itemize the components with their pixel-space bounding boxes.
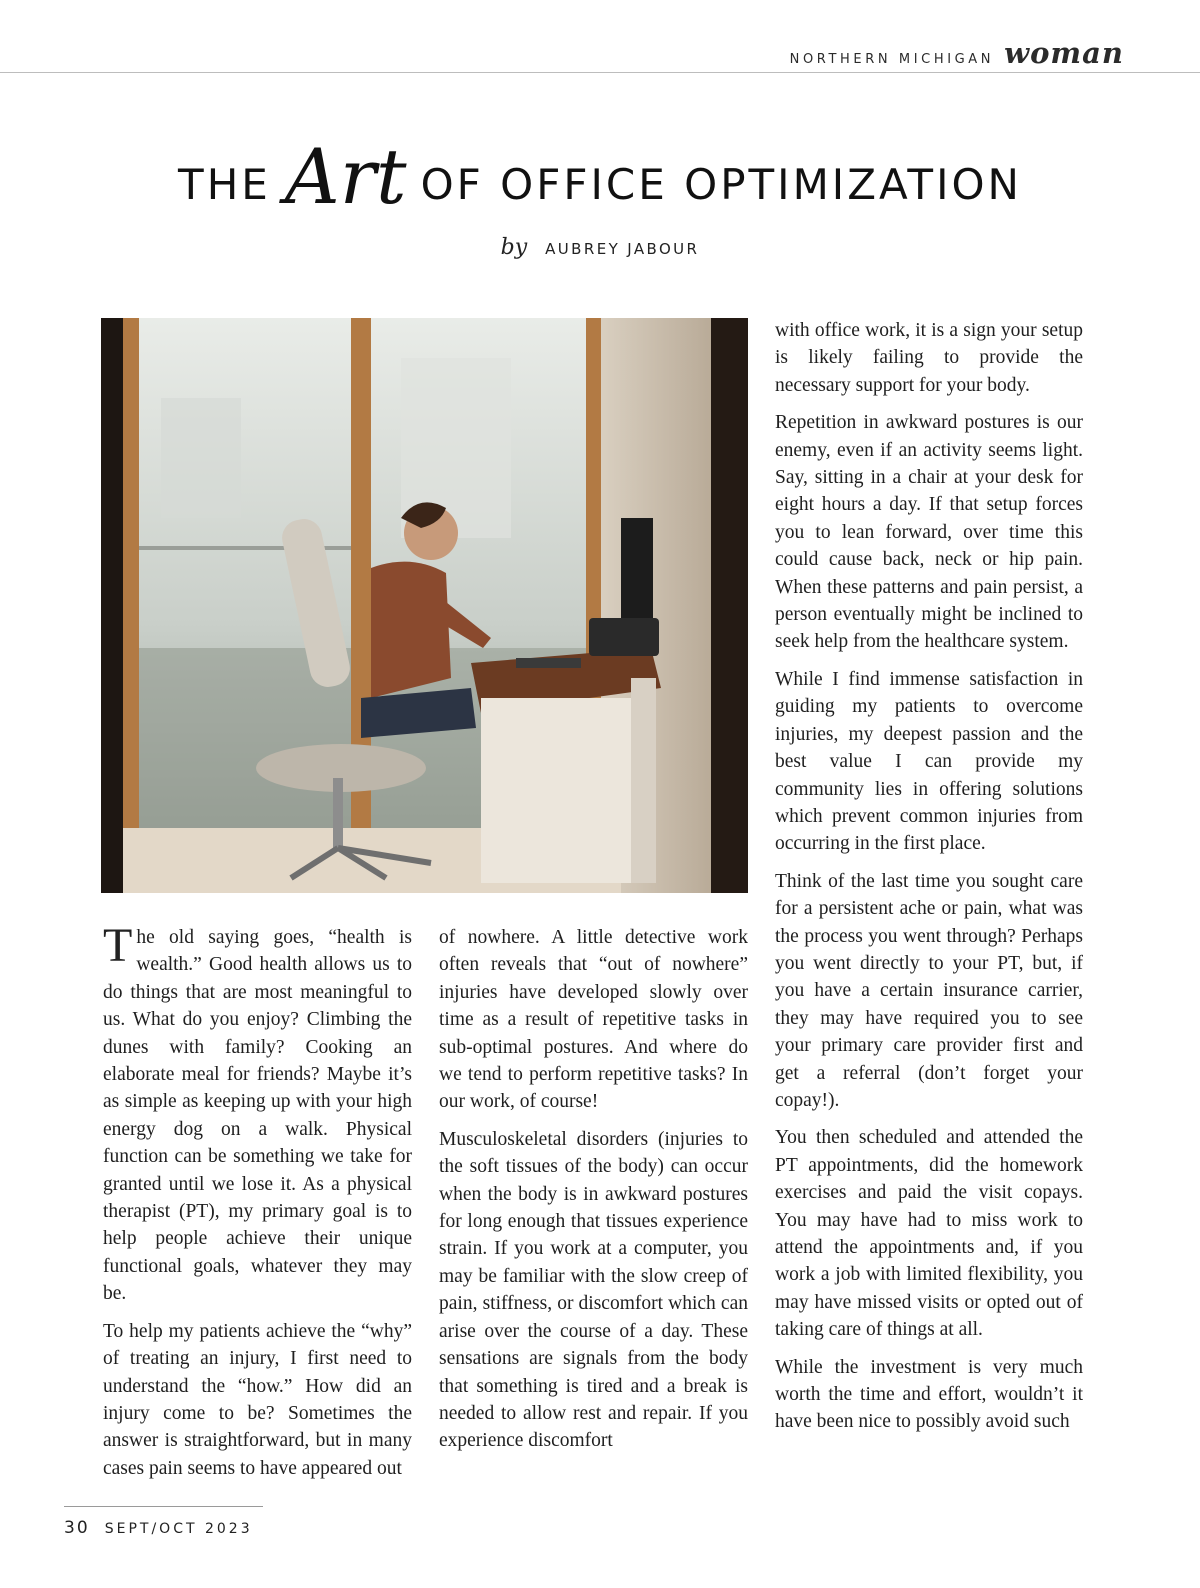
- article-column-1: [103, 919, 412, 1492]
- title-rest: OF OFFICE OPTIMIZATION: [420, 160, 1022, 209]
- paragraph: To help my patients achieve the “why” of treating an injury, I first need to understand the “how.” How did an injury come to be? Sometimes the answer is straightforward, but in many cases pain seems to have appeared out: [103, 1320, 412, 1479]
- page-number: 30: [64, 1518, 90, 1538]
- paragraph: While I find immense satisfaction in guiding my patients to overcome injuries, my deepest passion and the best value I can provide my community lies in offering solutions which prevent common injuries from occurring in the first place.: [775, 668, 1083, 855]
- paragraph: You then scheduled and attended the PT appointments, did the homework exercises and paid the visit copays. You may have had to miss work to attend the appointments and, if you work a job with limited flexibility, you may have missed visits or opted out of taking care of things at all.: [775, 1127, 1083, 1341]
- paragraph: While the investment is very much worth the time and effort, wouldn’t it have been nice to possibly avoid such: [775, 1356, 1083, 1433]
- paragraph: of nowhere. A little detective work often reveals that “out of nowhere” injuries have developed slowly over time as a result of repetitive tasks in sub-optimal postures. And where do we tend to perform repetitive tasks? In our work, of course!: [439, 927, 748, 1113]
- article-column-2: [439, 924, 748, 1465]
- author-name: AUBREY JABOUR: [545, 240, 700, 258]
- masthead: [790, 36, 1124, 70]
- publication-wordmark: woman: [1004, 36, 1124, 70]
- byline-prefix: by: [500, 235, 528, 260]
- footer-rule: [64, 1506, 263, 1507]
- office-photo-illustration: [101, 318, 748, 893]
- header-rule: [0, 72, 1200, 73]
- paragraph: Think of the last time you sought care for a persistent ache or pain, what was the process you went through? Perhaps you went directly to your PT, but, if you have a certain insurance carrier, they may have required you to see your primary care provider first and get a referral (don’t forget your copay!).: [775, 870, 1083, 1111]
- article-title: [0, 132, 1200, 229]
- publication-name: NORTHERN MICHIGAN: [789, 52, 995, 67]
- title-the: THE: [178, 160, 271, 209]
- issue-date: SEPT/OCT 2023: [104, 1521, 253, 1537]
- byline: [0, 235, 1200, 260]
- paragraph-text: he old saying goes, “health is wealth.” Good health allows us to do things that are most meaningful to us. What do you enjoy? Climbing the dunes with family? Cooking an elaborate meal for friends? Maybe it’s as simple as keeping up with your high energy dog on a walk. Physical function can be something we take for granted until we lose it. As a physical therapist (PT), my primary goal is to help people achieve their unique functional goals, whatever they may be.: [103, 927, 412, 1305]
- paragraph: [103, 919, 412, 1308]
- paragraph: Musculoskeletal disorders (injuries to the soft tissues of the body) can occur when the body is in awkward postures for long enough that tissues experience strain. If you work at a computer, you may be familiar with the slow creep of pain, stiffness, or discomfort which can arise over the course of a day. These sensations are signals from the body that something is tired and a break is needed to allow rest and repair. If you experience discomfort: [439, 1128, 748, 1452]
- title-script-word: Art: [284, 132, 407, 221]
- paragraph: with office work, it is a sign your setup is likely failing to provide the necessary support for your body.: [775, 320, 1083, 396]
- paragraph: Repetition in awkward postures is our enemy, even if an activity seems light. Say, sitting in a chair at your desk for eight hours a day. If that setup forces you to lean forward, over time this could cause back, neck or hip pain. When these patterns and pain persist, a person eventually might be inclined to seek help from the healthcare system.: [775, 412, 1083, 653]
- page-footer: [64, 1518, 253, 1538]
- article-column-3: [775, 317, 1083, 1446]
- drop-cap: T: [103, 919, 133, 972]
- article-photo: [101, 318, 748, 893]
